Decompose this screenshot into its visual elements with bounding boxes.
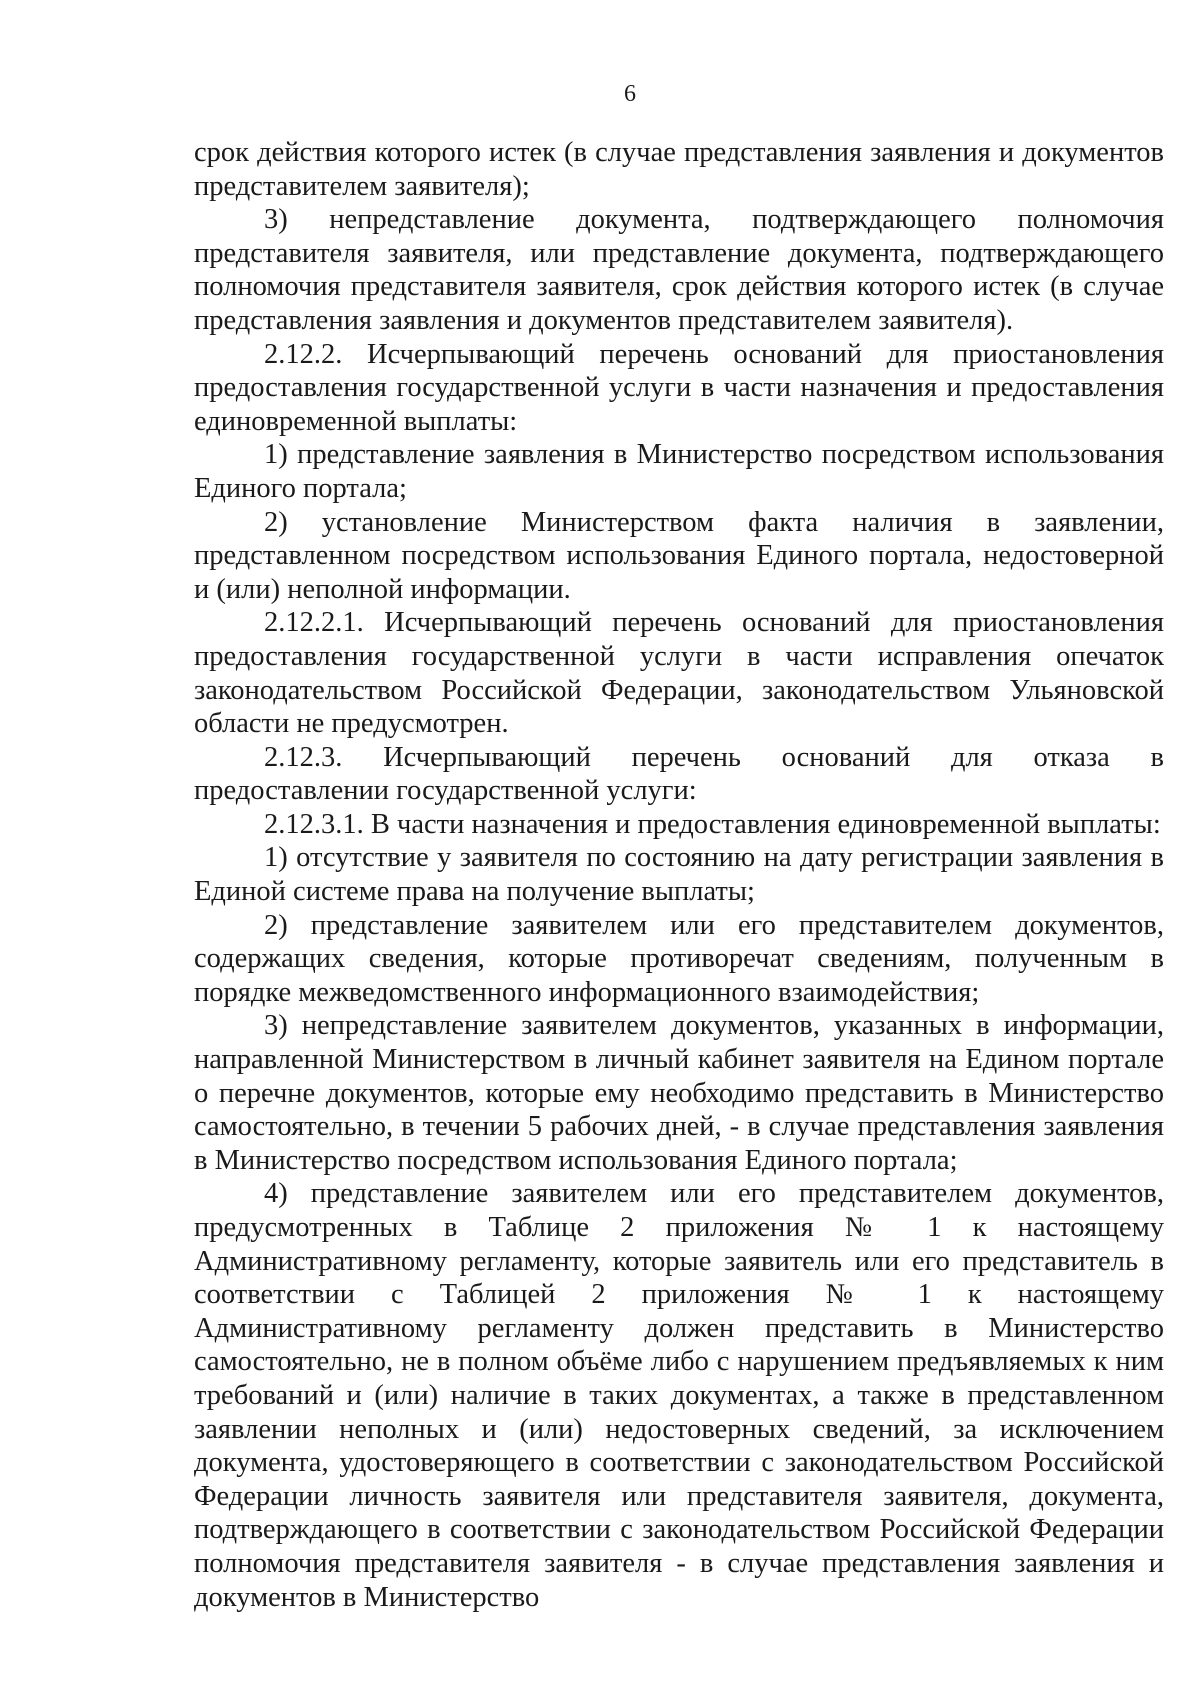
paragraph-2-12-3: 2.12.3. Исчерпывающий перечень оснований для отказа в предоставлении государственной услуги:	[194, 741, 1164, 807]
paragraph-2-12-2: 2.12.2. Исчерпывающий перечень оснований для приостановления предоставления государственной услуги в части назначения и предоставления единовременной выплаты:	[194, 338, 1164, 437]
paragraph-2-12-3-1-item-1: 1) отсутствие у заявителя по состоянию на дату регистрации заявления в Единой системе права на получение выплаты;	[194, 842, 1164, 908]
paragraph-item-3-representative: 3) непредставление документа, подтверждающего полномочия представителя заявителя, или представление документа, подтверждающего полномочия представителя заявителя, срок действия которого истек (в случае представления заявления и документов представителем заявителя).	[194, 204, 1164, 336]
page-number: 6	[624, 81, 636, 107]
document-body	[194, 136, 1164, 1614]
paragraph-continuation: срок действия которого истек (в случае представления заявления и документов представителем заявителя);	[194, 137, 1164, 202]
paragraph-2-12-2-item-2: 2) установление Министерством факта наличия в заявлении, представленном посредством использования Единого портала, недостоверной и (или) неполной информации.	[194, 506, 1164, 605]
paragraph-2-12-2-1: 2.12.2.1. Исчерпывающий перечень оснований для приостановления предоставления государственной услуги в части исправления опечаток законодательством Российской Федерации, законодательством Ульяновской области не предусмотрен.	[194, 607, 1164, 740]
paragraph-2-12-3-1: 2.12.3.1. В части назначения и предоставления единовременной выплаты:	[264, 808, 1161, 840]
paragraph-2-12-2-item-1: 1) представление заявления в Министерство посредством использования Единого портала;	[194, 439, 1164, 504]
paragraph-2-12-3-1-item-2: 2) представление заявителем или его представителем документов, содержащих сведения, которые противоречат сведениям, полученным в порядке межведомственного информационного взаимодействия;	[194, 909, 1164, 1008]
paragraph-2-12-3-1-item-3: 3) непредставление заявителем документов, указанных в информации, направленной Министерством в личный кабинет заявителя на Едином портале о перечне документов, которые ему необходимо представить в Министерство самостоятельно, в течении 5 рабочих дней, - в случае представления заявления в Министерство посредством использования Единого портала;	[194, 1010, 1164, 1176]
paragraph-2-12-3-1-item-4: 4) представление заявителем или его представителем документов, предусмотренных в Таблице 2 приложения № 1 к настоящему Административному регламенту, которые заявитель или его представитель в соответствии с Таблицей 2 приложения № 1 к настоящему Административному регламенту должен представить в Министерство самостоятельно, не в полном объёме либо с нарушением предъявляемых к ним требований и (или) наличие в таких документах, а также в представленном заявлении неполных и (или) недостоверных сведений, за исключением документа, удостоверяющего в соответствии с законодательством Российской Федерации личность заявителя или представителя заявителя, документа, подтверждающего в соответствии с законодательством Российской Федерации полномочия представителя заявителя - в случае представления заявления и документов в Министерство	[194, 1178, 1164, 1613]
